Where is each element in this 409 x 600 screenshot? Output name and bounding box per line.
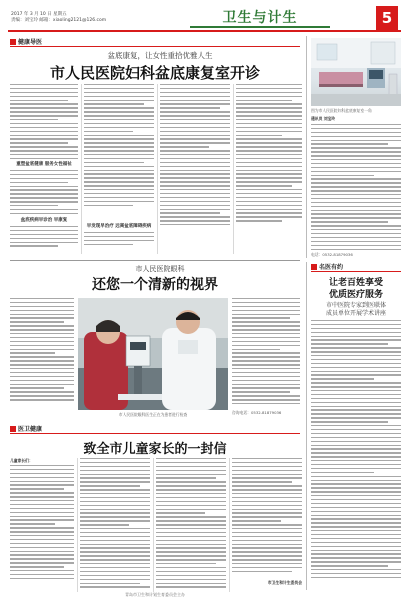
- section-tag-famous-doctor: [311, 262, 343, 271]
- article-column: [10, 84, 78, 162]
- eye-exam-photo: [78, 298, 228, 410]
- article-column: [236, 84, 302, 224]
- article-column: [232, 458, 302, 575]
- page-number-badge: 5: [376, 6, 398, 30]
- eye-phone: 咨询电话：0532-81879036: [232, 410, 282, 415]
- article-column: [84, 232, 154, 248]
- tag-marker-icon: [311, 264, 317, 270]
- section-tag-medical-health: [10, 424, 42, 433]
- article-column: [10, 226, 78, 249]
- sidebar-text: [311, 124, 401, 252]
- sidebar-phone: 电话：0532-81879036: [311, 252, 353, 257]
- column-divider: [77, 458, 78, 592]
- sidebar-divider: [306, 262, 307, 590]
- letter-signoff: 市卫生和计生委员会: [267, 580, 302, 585]
- column-divider: [157, 84, 158, 254]
- top-headline: 市人民医院妇科盆底康复室开诊: [49, 64, 260, 82]
- column-divider: [153, 458, 154, 592]
- masthead-meta: [11, 12, 106, 24]
- right-subheadline-line2: 成员单位开展学术讲座: [325, 310, 386, 317]
- article-column: [10, 465, 74, 582]
- sidebar-divider: [306, 36, 307, 258]
- photo-caption: 图为市人民医院妇科盆底康复室一角: [311, 108, 372, 113]
- tag-label: 健康导医: [18, 39, 43, 46]
- tag-marker-icon: [10, 426, 16, 432]
- section-title-underline: [190, 26, 330, 28]
- eye-kicker: 市人民医院眼科: [135, 265, 185, 273]
- section-tag-health-guide: [10, 37, 42, 46]
- column-divider: [233, 84, 234, 254]
- tag-rule: [311, 271, 401, 272]
- tag-rule: [10, 433, 300, 434]
- column-divider: [81, 84, 82, 254]
- top-subheadline: 盆底康复，让女性重拾优雅人生: [107, 51, 213, 60]
- article-column: [10, 298, 74, 403]
- reporter-credit: 通讯员 刘宝玲: [311, 116, 336, 121]
- section-rule: [10, 260, 300, 261]
- right-subheadline-line1: 市中医院专家到医联体: [325, 302, 386, 309]
- right-article-text: [311, 320, 401, 581]
- eye-photo-caption: 市人民医院眼科医生正在为患者进行检查: [118, 412, 188, 417]
- article-column: [10, 170, 78, 217]
- letter-opening: 儿童家长们：: [10, 458, 33, 463]
- column-divider: [229, 458, 230, 592]
- article-column: [156, 458, 226, 590]
- bottom-headline: 致全市儿童家长的一封信: [83, 442, 227, 457]
- article-column: [232, 298, 300, 407]
- right-headline-line2: 优质医疗服务: [328, 290, 383, 300]
- tag-label: 医卫健康: [18, 426, 43, 433]
- section-header: [160, 7, 360, 29]
- tag-marker-icon: [10, 39, 16, 45]
- article-subhead: 早发现早治疗 远离盆底障碍疾病: [86, 224, 152, 229]
- tag-rule: [10, 46, 300, 47]
- article-subhead: 重塑盆底健康 服务女性福祉: [16, 162, 72, 167]
- editor-line: 责编：刘宝玲 邮箱：xiaoling2121@126.com: [11, 18, 107, 23]
- tag-label: 名医有约: [319, 264, 344, 271]
- clinic-room-photo: [311, 38, 401, 106]
- article-subhead: 盆底疾病早诊治 早康复: [20, 218, 68, 223]
- article-column: [160, 84, 230, 228]
- section-title: 卫生与计生: [222, 10, 298, 26]
- header-rule: [8, 30, 401, 32]
- footer-note: 青岛市卫生和计划生育委员会主办: [125, 592, 185, 597]
- eye-headline: 还您一个清新的视界: [92, 277, 218, 293]
- right-headline-line1: 让老百姓享受: [328, 278, 383, 288]
- article-column: [80, 458, 150, 590]
- article-column: [84, 84, 154, 209]
- date-line: 2017 年 3 月 10 日 星期五: [11, 12, 67, 17]
